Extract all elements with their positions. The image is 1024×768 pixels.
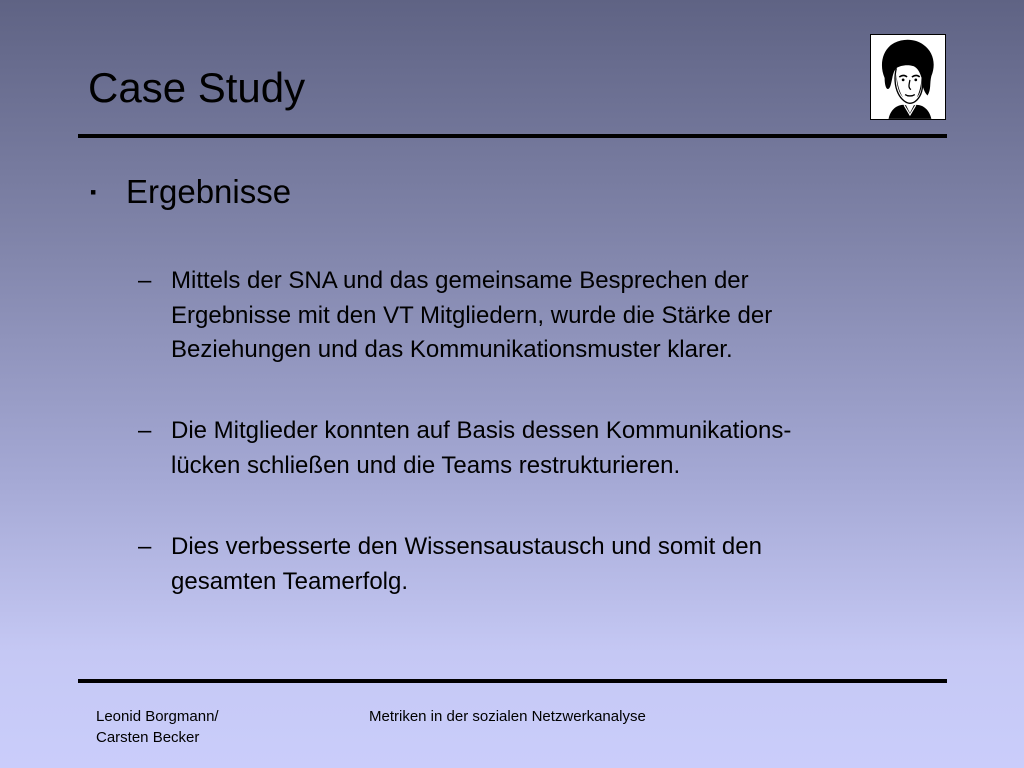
sub-bullet-text: Die Mitglieder konnten auf Basis dessen Kommunikations- lücken schließen und die Teams restrukturieren. bbox=[171, 417, 792, 479]
footer-course-title: Metriken in der sozialen Netzwerkanalyse bbox=[369, 708, 646, 725]
section-heading: Ergebnisse bbox=[126, 173, 292, 210]
sub-bullet-text: Mittels der SNA und das gemeinsame Besprechen der Ergebnisse mit den VT Mitgliedern, wurde die Stärke der Beziehungen und das Kommunikationsmuster klarer. bbox=[171, 267, 773, 363]
heading-bullet-item bbox=[90, 172, 291, 212]
goethe-portrait-icon bbox=[870, 34, 946, 120]
sub-bullet-item bbox=[138, 414, 938, 483]
square-bullet-icon: ▪ bbox=[90, 182, 97, 202]
sub-bullet-item bbox=[138, 530, 938, 599]
sub-bullet-item bbox=[138, 264, 938, 368]
dash-bullet: – bbox=[138, 267, 152, 294]
title-divider bbox=[78, 134, 947, 138]
dash-bullet: – bbox=[138, 533, 152, 560]
sub-bullet-text: Dies verbesserte den Wissensaustausch und somit den gesamten Teamerfolg. bbox=[171, 533, 762, 595]
slide-title: Case Study bbox=[88, 64, 306, 111]
footer-authors: Leonid Borgmann/ Carsten Becker bbox=[96, 708, 219, 746]
dash-bullet: – bbox=[138, 417, 152, 444]
footer-divider bbox=[78, 679, 947, 683]
